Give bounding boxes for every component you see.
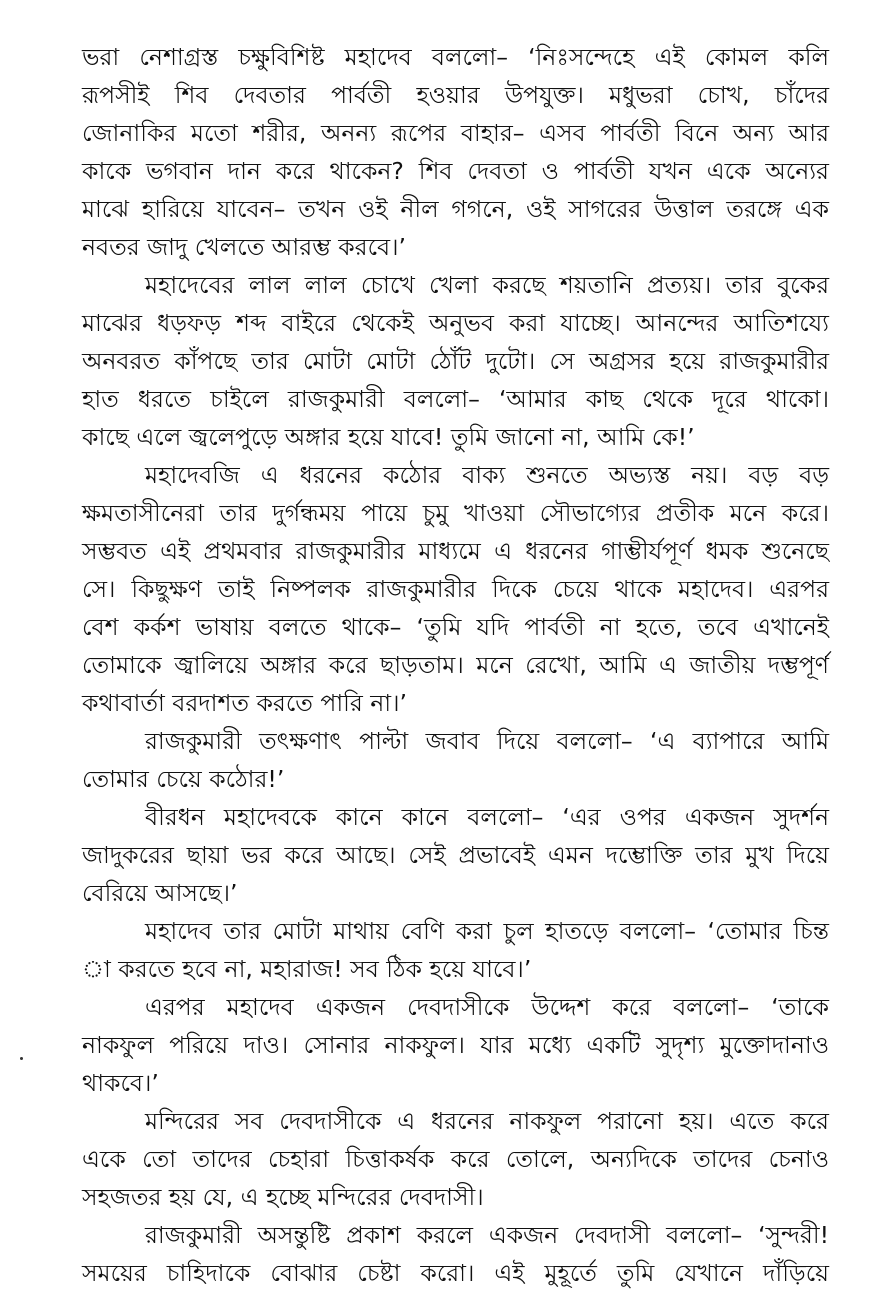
paragraph <box>82 1102 829 1216</box>
text-line: হাত ধরতে চাইলে রাজকুমারী বললো– ‘আমার কাছ থেকে দূরে থাকো। <box>82 385 829 413</box>
paragraph <box>82 798 829 912</box>
text-line: তোমাকে জ্বালিয়ে অঙ্গার করে ছাড়তাম। মনে রেখো, আমি এ জাতীয় দম্ভপূর্ণ <box>82 651 829 679</box>
paragraph <box>82 266 829 456</box>
text-line: সহজতর হয় যে, এ হচ্ছে মন্দিরের দেবদাসী। <box>82 1183 484 1211</box>
text-line: কথাবার্তা বরদাশত করতে পারি না।’ <box>82 689 407 717</box>
text-line: থাকবে।’ <box>82 1069 159 1097</box>
paragraph <box>82 722 829 798</box>
text-line: মাঝের ধড়ফড় শব্দ বাইরে থেকেই অনুভব করা যাচ্ছে। আনন্দের আতিশয্যে <box>82 309 829 337</box>
text-line: জোনাকির মতো শরীর, অনন্য রূপের বাহার– এসব পার্বতী বিনে অন্য আর <box>82 119 829 147</box>
text-line: অনবরত কাঁপছে তার মোটা মোটা ঠোঁট দুটো। সে অগ্রসর হয়ে রাজকুমারীর <box>82 347 829 375</box>
paragraph <box>82 912 829 988</box>
text-line: কাছে এলে জ্বলেপুড়ে অঙ্গার হয়ে যাবে! তুমি জানো না, আমি কে!’ <box>82 423 695 451</box>
text-line: ভরা নেশাগ্রস্ত চক্ষুবিশিষ্ট মহাদেব বললো– ‘নিঃসন্দেহে এই কোমল কলি <box>82 43 829 71</box>
page-text <box>82 38 829 1292</box>
text-line: এরপর মহাদেব একজন দেবদাসীকে উদ্দেশ করে বললো– ‘তাকে <box>145 993 829 1021</box>
text-line: মন্দিরের সব দেবদাসীকে এ ধরনের নাকফুল পরানো হয়। এতে করে <box>145 1107 829 1135</box>
text-line: নবতর জাদু খেলতে আরম্ভ করবে।’ <box>82 233 406 261</box>
text-line: নাকফুল পরিয়ে দাও। সোনার নাকফুল। যার মধ্যে একটি সুদৃশ্য মুক্তোদানাও <box>82 1031 829 1059</box>
text-line: মহাদেব তার মোটা মাথায় বেণি করা চুল হাতড়ে বললো– ‘তোমার চিন্ত <box>145 917 829 945</box>
text-line: ক্ষমতাসীনেরা তার দুর্গন্ধময় পায়ে চুমু খাওয়া সৌভাগ্যের প্রতীক মনে করে। <box>82 499 829 527</box>
text-line: বেশ কর্কশ ভাষায় বলতে থাকে– ‘তুমি যদি পার্বতী না হতে, তবে এখানেই <box>82 613 829 641</box>
text-line: রাজকুমারী তৎক্ষণাৎ পাল্টা জবাব দিয়ে বললো– ‘এ ব্যাপারে আমি <box>145 727 829 755</box>
text-line: একে তো তাদের চেহারা চিত্তাকর্ষক করে তোলে, অন্যদিকে তাদের চেনাও <box>82 1145 829 1173</box>
text-line: সম্ভবত এই প্রথমবার রাজকুমারীর মাধ্যমে এ ধরনের গাম্ভীর্যপূর্ণ ধমক শুনেছে <box>82 537 829 565</box>
text-line: বেরিয়ে আসছে।’ <box>82 879 238 907</box>
paragraph <box>82 456 829 722</box>
paragraph <box>82 38 829 266</box>
text-line: তোমার চেয়ে কঠোর!’ <box>82 765 285 793</box>
text-line: রাজকুমারী অসন্তুষ্টি প্রকাশ করলে একজন দেবদাসী বললো– ‘সুন্দরী! <box>145 1221 829 1249</box>
text-line: রূপসীই শিব দেবতার পার্বতী হওয়ার উপযুক্ত। মধুভরা চোখ, চাঁদের <box>82 81 829 109</box>
text-line: বীরধন মহাদেবকে কানে কানে বললো– ‘এর ওপর একজন সুদর্শন <box>145 803 829 831</box>
text-line: জাদুকরের ছায়া ভর করে আছে। সেই প্রভাবেই এমন দম্ভোক্তি তার মুখ দিয়ে <box>82 841 829 869</box>
paragraph <box>82 1216 829 1292</box>
text-line: মহাদেবজি এ ধরনের কঠোর বাক্য শুনতে অভ্যস্ত নয়। বড় বড় <box>145 461 829 489</box>
text-line: কাকে ভগবান দান করে থাকেন? শিব দেবতা ও পার্বতী যখন একে অন্যের <box>82 157 829 185</box>
scan-speck <box>20 1057 23 1060</box>
text-line: সে। কিছুক্ষণ তাই নিষ্পলক রাজকুমারীর দিকে চেয়ে থাকে মহাদেব। এরপর <box>82 575 829 603</box>
paragraph <box>82 988 829 1102</box>
text-line: া করতে হবে না, মহারাজ! সব ঠিক হয়ে যাবে।’ <box>82 955 532 983</box>
text-line: মহাদেবের লাল লাল চোখে খেলা করছে শয়তানি প্রত্যয়। তার বুকের <box>145 271 829 299</box>
text-line: সময়ের চাহিদাকে বোঝার চেষ্টা করো। এই মুহূর্তে তুমি যেখানে দাঁড়িয়ে <box>82 1259 829 1287</box>
text-line: মাঝে হারিয়ে যাবেন– তখন ওই নীল গগনে, ওই সাগরের উত্তাল তরঙ্গে এক <box>82 195 829 223</box>
